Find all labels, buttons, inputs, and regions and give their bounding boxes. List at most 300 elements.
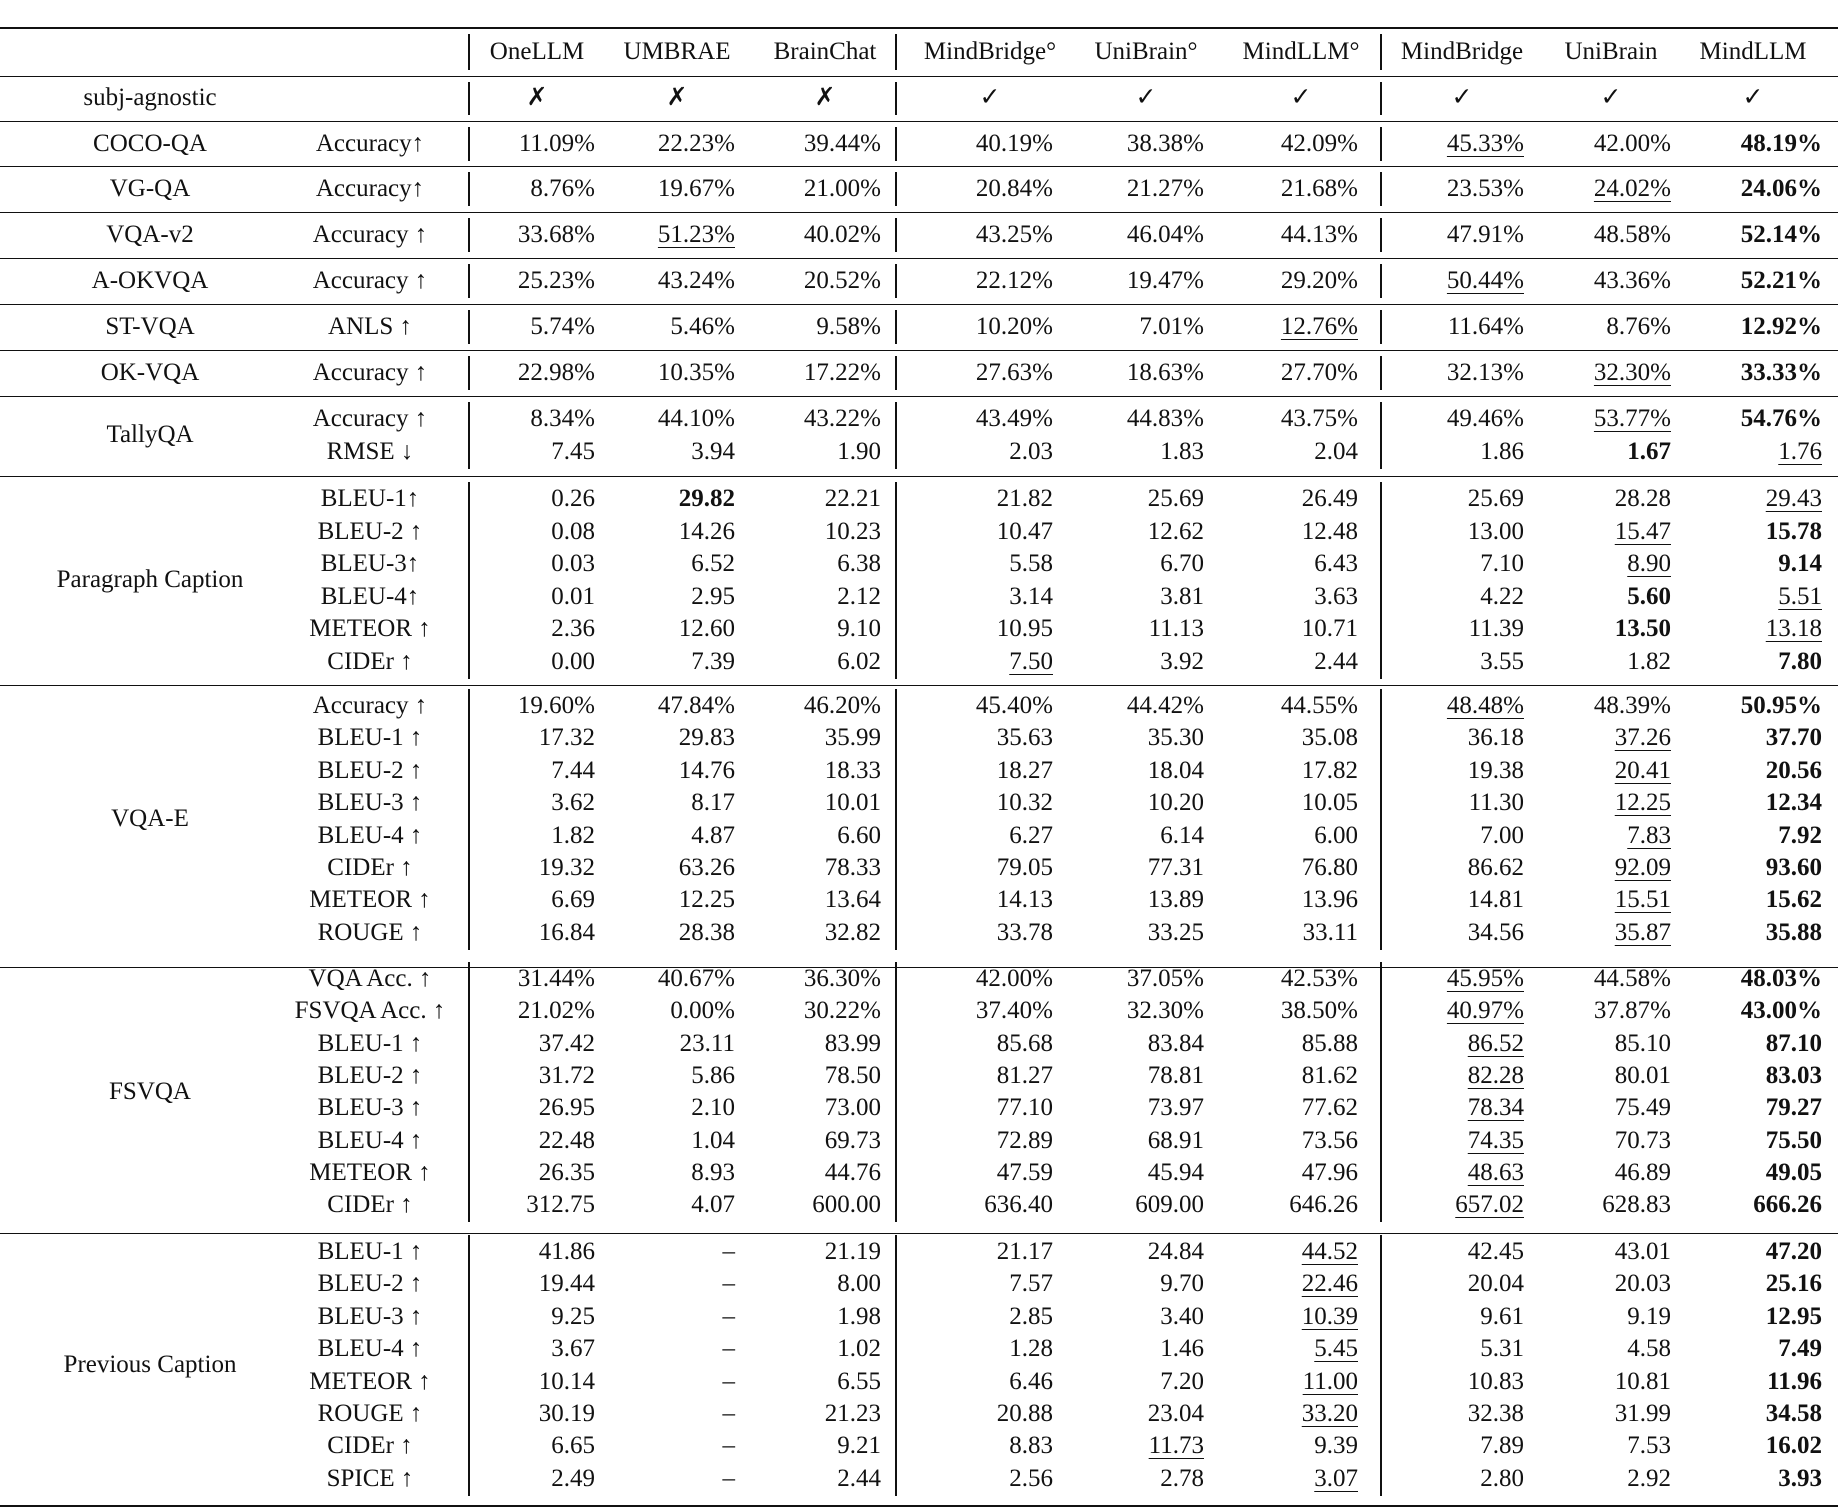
value-cell: 33.78: [996, 918, 1053, 946]
column-header: MindLLM°: [1242, 38, 1360, 65]
value-cell: 26.95: [538, 1094, 595, 1122]
rule: [0, 212, 1838, 213]
value-cell: 35.08: [1301, 724, 1358, 752]
value-cell: 0.26: [551, 485, 595, 512]
value-cell: 7.50: [1009, 647, 1053, 675]
value-cell: 9.70: [1160, 1270, 1204, 1298]
value-cell: 628.83: [1602, 1191, 1671, 1219]
value-cell: 6.52: [691, 550, 735, 577]
value-cell: 11.00: [1302, 1367, 1358, 1395]
column-separator: [895, 482, 897, 679]
value-cell: 7.39: [691, 647, 735, 675]
value-cell: 20.03: [1614, 1270, 1671, 1298]
value-cell: 10.14: [538, 1367, 595, 1395]
value-cell: 13.00: [1467, 517, 1524, 545]
column-separator: [1380, 264, 1382, 298]
value-cell: –: [722, 1400, 735, 1427]
column-separator: [895, 218, 897, 252]
value-cell: 37.87%: [1593, 997, 1671, 1025]
agnostic-mark: ✓: [1742, 84, 1764, 111]
value-cell: 0.03: [551, 550, 595, 577]
column-separator: [895, 356, 897, 390]
value-cell: 86.52: [1467, 1029, 1524, 1057]
value-cell: 92.09: [1614, 854, 1671, 881]
value-cell: 44.42%: [1126, 692, 1204, 719]
value-cell: 9.14: [1778, 550, 1822, 577]
value-cell: 17.22%: [803, 359, 881, 386]
column-separator: [895, 127, 897, 161]
column-separator: [468, 962, 470, 1222]
metric-label: BLEU-4↑: [320, 582, 420, 610]
column-separator: [895, 962, 897, 1222]
value-cell: 69.73: [824, 1126, 881, 1154]
value-cell: 10.35%: [657, 359, 735, 386]
metric-label: Accuracy↑: [315, 130, 425, 157]
value-cell: 15.78: [1765, 517, 1822, 545]
value-cell: 33.20: [1301, 1400, 1358, 1427]
value-cell: 11.09%: [518, 130, 595, 157]
value-cell: 54.76%: [1740, 405, 1822, 432]
value-cell: 5.46%: [670, 313, 735, 340]
value-cell: 10.23: [824, 517, 881, 545]
value-cell: 24.06%: [1740, 175, 1822, 202]
value-cell: 9.39: [1314, 1432, 1358, 1460]
value-cell: 32.13%: [1446, 359, 1524, 386]
rule: [0, 396, 1838, 397]
value-cell: 77.31: [1147, 854, 1204, 881]
metric-label: BLEU-2 ↑: [317, 756, 423, 784]
value-cell: 646.26: [1289, 1191, 1358, 1219]
value-cell: 13.18: [1765, 615, 1822, 642]
group-label: VQA-E: [111, 805, 189, 833]
value-cell: 15.51: [1614, 886, 1671, 914]
value-cell: 8.34%: [530, 405, 595, 432]
value-cell: 42.00%: [1593, 130, 1671, 157]
value-cell: 32.30%: [1593, 359, 1671, 386]
column-separator: [1380, 82, 1382, 115]
row-label: subj-agnostic: [83, 84, 217, 111]
metric-label: ROUGE ↑: [317, 1400, 423, 1427]
value-cell: 12.60: [678, 615, 735, 642]
column-separator: [468, 82, 470, 115]
group-label: A-OKVQA: [91, 267, 209, 294]
metric-label: BLEU-4 ↑: [317, 1335, 423, 1363]
metric-label: BLEU-1↑: [320, 485, 420, 512]
value-cell: 36.30%: [803, 965, 881, 992]
value-cell: 9.10: [837, 615, 881, 642]
column-header: UniBrain°: [1094, 38, 1198, 65]
bottom-rule: [0, 1505, 1838, 1507]
value-cell: 44.13%: [1280, 221, 1358, 248]
value-cell: 12.25: [1614, 789, 1671, 817]
value-cell: 4.22: [1480, 582, 1524, 610]
metric-label: SPICE ↑: [326, 1464, 414, 1492]
value-cell: 7.44: [551, 756, 595, 784]
value-cell: 0.00: [551, 647, 595, 675]
metric-label: BLEU-1 ↑: [317, 724, 423, 752]
metric-label: CIDEr ↑: [327, 854, 413, 881]
value-cell: 2.78: [1160, 1464, 1204, 1492]
column-separator: [468, 482, 470, 679]
value-cell: 25.69: [1147, 485, 1204, 512]
value-cell: 33.25: [1147, 918, 1204, 946]
value-cell: 8.76%: [530, 175, 595, 202]
value-cell: 6.27: [1009, 821, 1053, 849]
value-cell: 11.73: [1148, 1432, 1204, 1460]
metric-label: ANLS ↑: [327, 313, 413, 340]
value-cell: 33.68%: [517, 221, 595, 248]
column-separator: [468, 34, 470, 70]
value-cell: 20.56: [1765, 756, 1822, 784]
value-cell: 21.02%: [517, 997, 595, 1025]
value-cell: –: [722, 1302, 735, 1330]
metric-label: FSVQA Acc. ↑: [294, 997, 446, 1025]
value-cell: 70.73: [1614, 1126, 1671, 1154]
value-cell: 29.20%: [1280, 267, 1358, 294]
column-separator: [468, 689, 470, 950]
value-cell: 51.23%: [657, 221, 735, 248]
group-label: FSVQA: [109, 1078, 191, 1106]
value-cell: 44.52: [1301, 1238, 1358, 1265]
value-cell: 13.89: [1147, 886, 1204, 914]
metric-label: BLEU-3 ↑: [317, 789, 423, 817]
value-cell: 15.47: [1614, 517, 1671, 545]
value-cell: –: [722, 1367, 735, 1395]
value-cell: 25.69: [1467, 485, 1524, 512]
value-cell: 6.46: [1009, 1367, 1053, 1395]
value-cell: 6.00: [1314, 821, 1358, 849]
value-cell: 22.98%: [517, 359, 595, 386]
value-cell: 48.19%: [1740, 130, 1822, 157]
value-cell: 10.83: [1467, 1367, 1524, 1395]
value-cell: 30.19: [538, 1400, 595, 1427]
value-cell: 83.84: [1147, 1029, 1204, 1057]
value-cell: 3.63: [1314, 582, 1358, 610]
value-cell: 35.99: [824, 724, 881, 752]
value-cell: 21.19: [824, 1238, 881, 1265]
value-cell: –: [722, 1432, 735, 1460]
column-separator: [468, 402, 470, 469]
column-separator: [1380, 356, 1382, 390]
value-cell: 9.58%: [816, 313, 881, 340]
value-cell: 21.27%: [1126, 175, 1204, 202]
value-cell: 83.03: [1765, 1061, 1822, 1089]
value-cell: 23.11: [679, 1029, 735, 1057]
column-separator: [468, 310, 470, 344]
value-cell: 45.33%: [1446, 130, 1524, 157]
top-rule: [0, 27, 1838, 29]
value-cell: 12.25: [678, 886, 735, 914]
value-cell: 38.38%: [1126, 130, 1204, 157]
value-cell: 13.96: [1301, 886, 1358, 914]
value-cell: 1.67: [1627, 437, 1671, 465]
agnostic-mark: ✓: [1290, 84, 1312, 111]
group-label: ST-VQA: [105, 313, 195, 340]
value-cell: 6.65: [551, 1432, 595, 1460]
value-cell: 42.00%: [975, 965, 1053, 992]
value-cell: 7.80: [1778, 647, 1822, 675]
agnostic-mark: ✗: [666, 84, 688, 111]
value-cell: 2.80: [1480, 1464, 1524, 1492]
value-cell: 600.00: [812, 1191, 881, 1219]
value-cell: 12.48: [1301, 517, 1358, 545]
column-header: MindBridge: [1400, 38, 1524, 65]
metric-label: Accuracy ↑: [312, 405, 428, 432]
value-cell: 75.49: [1614, 1094, 1671, 1122]
value-cell: 49.46%: [1446, 405, 1524, 432]
value-cell: 14.13: [996, 886, 1053, 914]
value-cell: 40.19%: [975, 130, 1053, 157]
value-cell: 73.56: [1301, 1126, 1358, 1154]
value-cell: 48.58%: [1593, 221, 1671, 248]
value-cell: 2.36: [551, 615, 595, 642]
value-cell: 20.88: [996, 1400, 1053, 1427]
value-cell: 21.82: [996, 485, 1053, 512]
agnostic-mark: ✗: [526, 84, 548, 111]
value-cell: 22.21: [824, 485, 881, 512]
value-cell: 3.93: [1778, 1464, 1822, 1492]
group-label: TallyQA: [106, 421, 194, 449]
value-cell: 1.82: [551, 821, 595, 849]
value-cell: 74.35: [1467, 1126, 1524, 1154]
value-cell: 43.36%: [1593, 267, 1671, 294]
value-cell: 85.10: [1614, 1029, 1671, 1057]
value-cell: 1.90: [837, 437, 881, 465]
agnostic-mark: ✓: [979, 84, 1001, 111]
agnostic-mark: ✓: [1451, 84, 1473, 111]
value-cell: 35.88: [1765, 918, 1822, 946]
value-cell: 9.61: [1480, 1302, 1524, 1330]
agnostic-mark: ✓: [1600, 84, 1622, 111]
value-cell: 22.46: [1301, 1270, 1358, 1298]
value-cell: 3.94: [691, 437, 735, 465]
value-cell: 9.25: [551, 1302, 595, 1330]
value-cell: 44.10%: [657, 405, 735, 432]
value-cell: 39.44%: [803, 130, 881, 157]
value-cell: 48.63: [1467, 1158, 1524, 1186]
value-cell: 35.30: [1147, 724, 1204, 752]
value-cell: 17.32: [538, 724, 595, 752]
value-cell: 9.19: [1627, 1302, 1671, 1330]
value-cell: 43.24%: [657, 267, 735, 294]
value-cell: 85.88: [1301, 1029, 1358, 1057]
value-cell: 2.56: [1009, 1464, 1053, 1492]
value-cell: –: [722, 1464, 735, 1492]
value-cell: 31.99: [1614, 1400, 1671, 1427]
value-cell: 78.50: [824, 1061, 881, 1089]
value-cell: 47.59: [996, 1158, 1053, 1186]
value-cell: 10.81: [1614, 1367, 1671, 1395]
metric-label: Accuracy ↑: [312, 359, 428, 386]
rule: [0, 166, 1838, 167]
value-cell: 5.74%: [530, 313, 595, 340]
value-cell: 45.95%: [1446, 965, 1524, 992]
column-separator: [1380, 34, 1382, 70]
value-cell: 0.08: [551, 517, 595, 545]
value-cell: 2.49: [551, 1464, 595, 1492]
metric-label: BLEU-4 ↑: [317, 1126, 423, 1154]
value-cell: 1.02: [837, 1335, 881, 1363]
value-cell: 1.76: [1778, 437, 1822, 465]
value-cell: 48.39%: [1593, 692, 1671, 719]
value-cell: 12.95: [1765, 1302, 1822, 1330]
metric-label: Accuracy ↑: [312, 267, 428, 294]
value-cell: 30.22%: [803, 997, 881, 1025]
value-cell: 1.86: [1480, 437, 1524, 465]
metric-label: BLEU-3 ↑: [317, 1302, 423, 1330]
value-cell: 44.76: [824, 1158, 881, 1186]
value-cell: 2.03: [1009, 437, 1053, 465]
metric-label: ROUGE ↑: [317, 918, 423, 946]
column-separator: [468, 127, 470, 161]
value-cell: 7.83: [1627, 821, 1671, 849]
value-cell: 14.26: [678, 517, 735, 545]
value-cell: 3.55: [1480, 647, 1524, 675]
value-cell: 3.40: [1160, 1302, 1204, 1330]
column-header: UMBRAE: [623, 38, 731, 65]
value-cell: 666.26: [1753, 1191, 1822, 1219]
value-cell: 15.62: [1765, 886, 1822, 914]
group-label: Paragraph Caption: [56, 566, 244, 594]
value-cell: 636.40: [984, 1191, 1053, 1219]
metric-label: BLEU-4 ↑: [317, 821, 423, 849]
value-cell: 81.62: [1301, 1061, 1358, 1089]
value-cell: 10.47: [996, 517, 1053, 545]
value-cell: 21.23: [824, 1400, 881, 1427]
value-cell: 12.62: [1147, 517, 1204, 545]
metric-label: BLEU-2 ↑: [317, 1061, 423, 1089]
agnostic-mark: ✗: [814, 84, 836, 111]
value-cell: 16.84: [538, 918, 595, 946]
value-cell: 11.96: [1767, 1367, 1822, 1395]
value-cell: 46.20%: [803, 692, 881, 719]
column-separator: [1380, 689, 1382, 950]
value-cell: 11.30: [1468, 789, 1524, 817]
value-cell: 3.62: [551, 789, 595, 817]
group-label: VG-QA: [109, 175, 191, 202]
value-cell: 47.96: [1301, 1158, 1358, 1186]
rule: [0, 258, 1838, 259]
metric-label: BLEU-2 ↑: [317, 1270, 423, 1298]
value-cell: 35.87: [1614, 918, 1671, 946]
value-cell: 43.25%: [975, 221, 1053, 248]
column-separator: [468, 356, 470, 390]
value-cell: 40.02%: [803, 221, 881, 248]
value-cell: 7.20: [1160, 1367, 1204, 1395]
value-cell: 8.00: [837, 1270, 881, 1298]
value-cell: 75.50: [1765, 1126, 1822, 1154]
value-cell: 7.53: [1627, 1432, 1671, 1460]
value-cell: 48.48%: [1446, 692, 1524, 719]
value-cell: 22.48: [538, 1126, 595, 1154]
column-separator: [1380, 310, 1382, 344]
value-cell: 32.82: [824, 918, 881, 946]
value-cell: –: [722, 1270, 735, 1298]
value-cell: 6.43: [1314, 550, 1358, 577]
value-cell: 20.52%: [803, 267, 881, 294]
metric-label: CIDEr ↑: [327, 647, 413, 675]
value-cell: 8.93: [691, 1158, 735, 1186]
value-cell: 44.83%: [1126, 405, 1204, 432]
column-separator: [1380, 218, 1382, 252]
value-cell: 47.20: [1765, 1238, 1822, 1265]
metric-label: BLEU-3↑: [320, 550, 420, 577]
value-cell: 8.83: [1009, 1432, 1053, 1460]
value-cell: 43.49%: [975, 405, 1053, 432]
rule: [0, 76, 1838, 77]
rule: [0, 685, 1838, 686]
value-cell: 33.11: [1302, 918, 1358, 946]
metric-label: METEOR ↑: [309, 1158, 431, 1186]
agnostic-mark: ✓: [1135, 84, 1157, 111]
value-cell: 6.60: [837, 821, 881, 849]
value-cell: 25.23%: [517, 267, 595, 294]
value-cell: 44.58%: [1593, 965, 1671, 992]
value-cell: 1.98: [837, 1302, 881, 1330]
value-cell: 5.45: [1314, 1335, 1358, 1363]
value-cell: 50.44%: [1446, 267, 1524, 294]
value-cell: 3.07: [1314, 1464, 1358, 1492]
metric-label: RMSE ↓: [326, 437, 414, 465]
value-cell: 68.91: [1147, 1126, 1204, 1154]
value-cell: 2.04: [1314, 437, 1358, 465]
value-cell: 11.39: [1468, 615, 1524, 642]
value-cell: 312.75: [526, 1191, 595, 1219]
value-cell: 12.92%: [1740, 313, 1822, 340]
value-cell: 42.09%: [1280, 130, 1358, 157]
value-cell: 85.68: [996, 1029, 1053, 1057]
value-cell: 17.82: [1301, 756, 1358, 784]
value-cell: 27.70%: [1280, 359, 1358, 386]
value-cell: 0.01: [551, 582, 595, 610]
value-cell: 19.67%: [657, 175, 735, 202]
column-separator: [895, 402, 897, 469]
value-cell: 22.12%: [975, 267, 1053, 294]
column-header: MindLLM: [1699, 38, 1807, 65]
value-cell: 7.92: [1778, 821, 1822, 849]
value-cell: 50.95%: [1740, 692, 1822, 719]
value-cell: 19.60%: [517, 692, 595, 719]
value-cell: 72.89: [996, 1126, 1053, 1154]
value-cell: 7.00: [1480, 821, 1524, 849]
value-cell: 77.10: [996, 1094, 1053, 1122]
value-cell: 657.02: [1455, 1191, 1524, 1219]
value-cell: 5.60: [1627, 582, 1671, 610]
group-label: Previous Caption: [63, 1351, 237, 1379]
column-header: OneLLM: [489, 38, 585, 65]
column-separator: [1380, 172, 1382, 206]
value-cell: 52.21%: [1740, 267, 1822, 294]
value-cell: 31.72: [538, 1061, 595, 1089]
value-cell: 48.03%: [1740, 965, 1822, 992]
value-cell: 10.39: [1301, 1302, 1358, 1330]
value-cell: 37.70: [1765, 724, 1822, 752]
group-label: VQA-v2: [106, 221, 194, 248]
value-cell: 47.84%: [657, 692, 735, 719]
value-cell: 11.13: [1148, 615, 1204, 642]
value-cell: 6.69: [551, 886, 595, 914]
value-cell: 8.90: [1627, 550, 1671, 577]
value-cell: 10.32: [996, 789, 1053, 817]
value-cell: 37.05%: [1126, 965, 1204, 992]
value-cell: 11.64%: [1447, 313, 1524, 340]
value-cell: 81.27: [996, 1061, 1053, 1089]
value-cell: 14.76: [678, 756, 735, 784]
column-separator: [1380, 402, 1382, 469]
value-cell: 18.33: [824, 756, 881, 784]
metric-label: BLEU-1 ↑: [317, 1029, 423, 1057]
value-cell: 35.63: [996, 724, 1053, 752]
